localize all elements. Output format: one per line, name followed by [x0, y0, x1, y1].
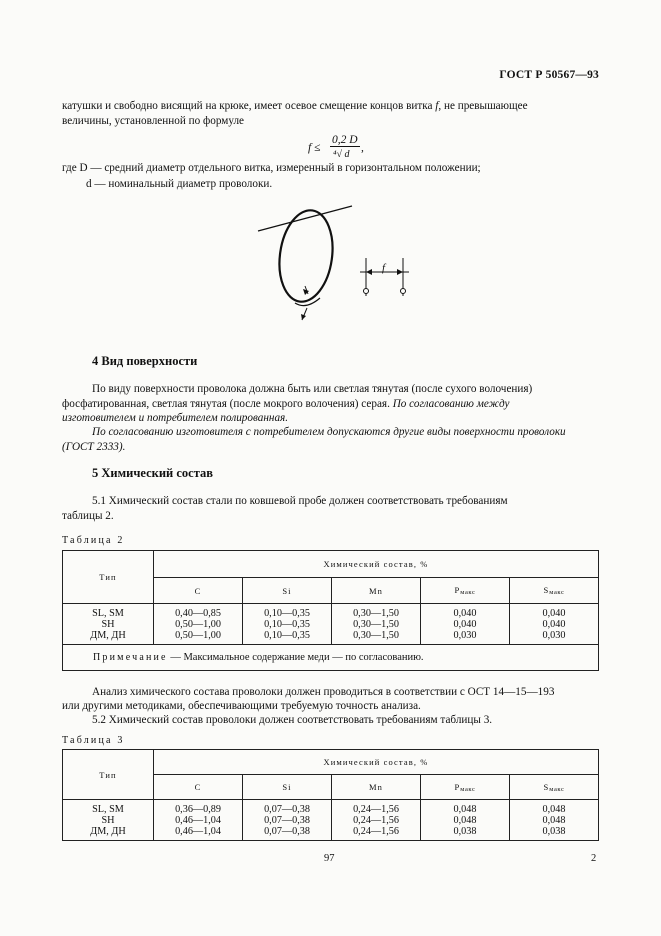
- formula-denominator: ⁴√ d: [333, 149, 350, 160]
- table-2-s-cell: 0,040 0,040 0,030: [510, 604, 599, 645]
- table-2-note: Примечание — Максимальное содержание меди — по согласованию.: [63, 645, 599, 671]
- f-symbol: f: [435, 100, 439, 112]
- table-3-type-header: Тип: [63, 750, 154, 800]
- section-4-p2-line-1: По согласованию изготовителя с потребителем допускаются другие виды поверхности проволоки: [92, 426, 566, 438]
- table-2-group-header: Химический состав, %: [154, 551, 599, 578]
- intro-line-2: величины, установленной по формуле: [62, 115, 245, 127]
- clause-5-2: 5.2 Химический состав проволоки должен соответствовать требованиям таблицы 3.: [92, 714, 493, 726]
- section-4-p1-line-3: изготовителем и потребителем полированная.: [62, 412, 289, 424]
- table-3-col-p: Pмакс: [421, 775, 510, 800]
- sheet-number: 2: [591, 853, 597, 864]
- table-3-s-cell: 0,048 0,048 0,038: [510, 800, 599, 841]
- table-2-p-cell: 0,040 0,040 0,030: [421, 604, 510, 645]
- table-3-col-c: C: [154, 775, 243, 800]
- section-4-p1-line-1: По виду поверхности проволока должна быть или светлая тянутая (после сухого волочения): [92, 383, 533, 395]
- table-2-si-cell: 0,10—0,35 0,10—0,35 0,10—0,35: [243, 604, 332, 645]
- table-2-col-c: C: [154, 578, 243, 604]
- table-3-caption: Таблица 3: [62, 735, 125, 746]
- section-4-p1-line-2: фосфатированная, светлая тянутая (после мокрого волочения) серая. По согласованию между: [62, 398, 510, 410]
- section-5-title: 5 Химический состав: [92, 466, 213, 480]
- section-5-p1-line-2: таблицы 2.: [62, 510, 114, 522]
- intro-line-1: катушки и свободно висящий на крюке, имеет осевое смещение концов витка f, не превышающее: [62, 100, 528, 112]
- table-3-si-cell: 0,07—0,38 0,07—0,38 0,07—0,38: [243, 800, 332, 841]
- section-4-title: 4 Вид поверхности: [92, 354, 198, 368]
- analysis-line-1: Анализ химического состава проволоки должен проводиться в соответствии с ОСТ 14—15—193: [92, 686, 555, 698]
- formula-numerator: 0,2 D: [332, 134, 358, 146]
- table-3-p-cell: 0,048 0,048 0,038: [421, 800, 510, 841]
- table-2: [62, 550, 599, 671]
- page-number: 97: [324, 853, 335, 864]
- table-2-type-header: Тип: [63, 551, 154, 604]
- analysis-line-2: или другими методиками, обеспечивающими требуемую точность анализа.: [62, 700, 421, 712]
- document-code: ГОСТ Р 50567—93: [499, 69, 599, 81]
- table-3-mn-cell: 0,24—1,56 0,24—1,56 0,24—1,56: [332, 800, 421, 841]
- table-2-mn-cell: 0,30—1,50 0,30—1,50 0,30—1,50: [332, 604, 421, 645]
- table-2-col-p: Pмакс: [421, 578, 510, 604]
- table-2-c-cell: 0,40—0,85 0,50—1,00 0,50—1,00: [154, 604, 243, 645]
- table-3-c-cell: 0,36—0,89 0,46—1,04 0,46—1,04: [154, 800, 243, 841]
- table-2-type-cell: SL, SM SH ДМ, ДН: [63, 604, 154, 645]
- figure-label-f: f: [382, 262, 386, 274]
- coil-diagram: [250, 198, 420, 328]
- table-2-col-si: Si: [243, 578, 332, 604]
- where-line-2: d — номинальный диаметр проволоки.: [86, 178, 273, 190]
- table-2-col-mn: Mn: [332, 578, 421, 604]
- table-3-col-mn: Mn: [332, 775, 421, 800]
- table-3-col-si: Si: [243, 775, 332, 800]
- table-3: [62, 749, 599, 841]
- table-3-group-header: Химический состав, %: [154, 750, 599, 775]
- section-4-p2-line-2: (ГОСТ 2333).: [62, 441, 126, 453]
- table-3-col-s: Sмакс: [510, 775, 599, 800]
- table-2-col-s: Sмакс: [510, 578, 599, 604]
- section-5-p1-line-1: 5.1 Химический состав стали по ковшевой пробе должен соответствовать требованиям: [92, 495, 508, 507]
- table-2-caption: Таблица 2: [62, 535, 125, 546]
- where-line-1: где D — средний диаметр отдельного витка, измеренный в горизонтальном положении;: [62, 162, 481, 174]
- table-3-type-cell: SL, SM SH ДМ, ДН: [63, 800, 154, 841]
